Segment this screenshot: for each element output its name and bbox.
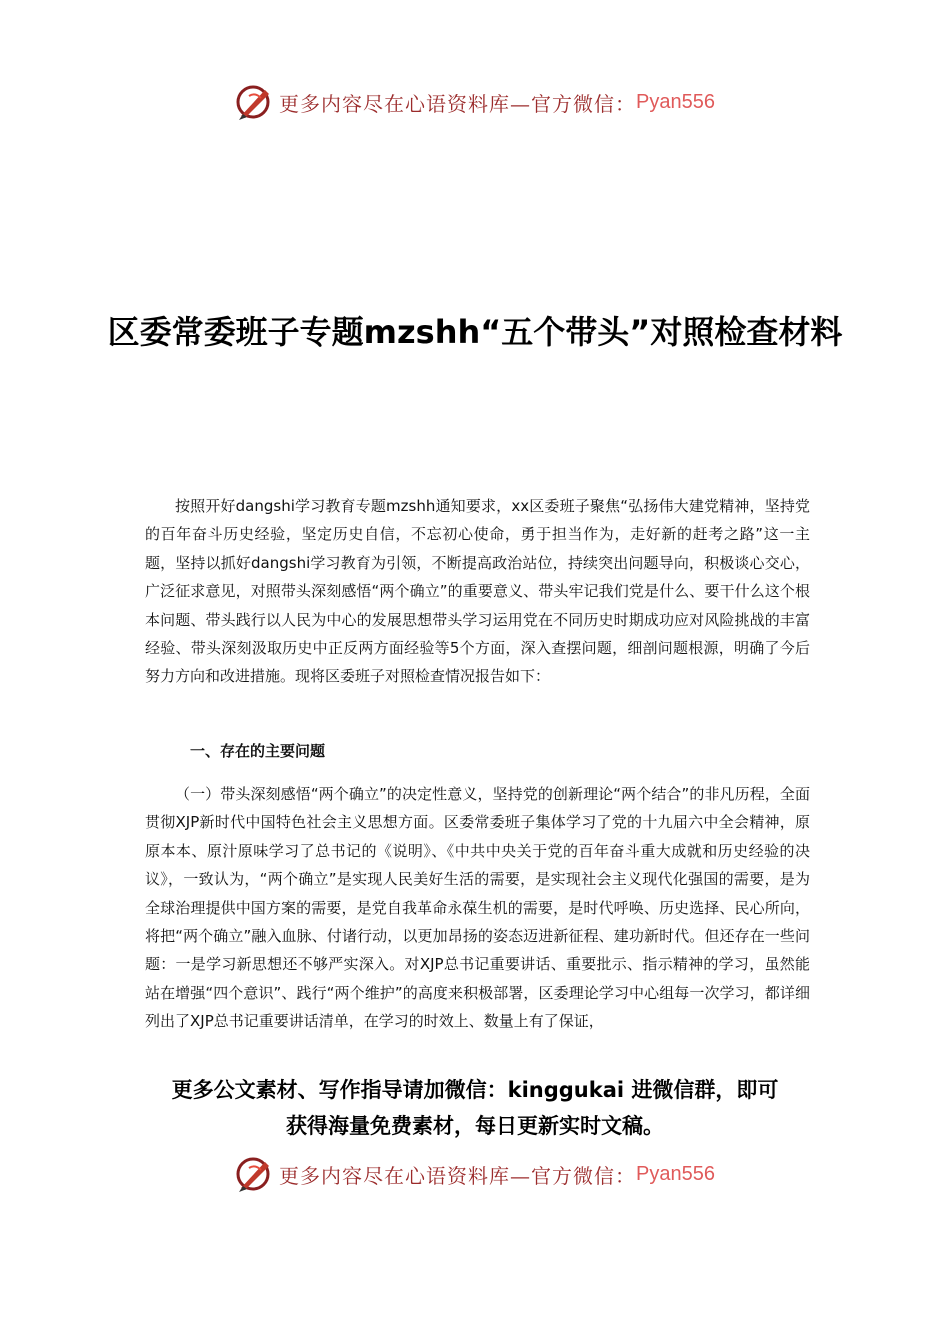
banner-text: 更多内容尽在心语资料库—官方微信： <box>279 1163 637 1188</box>
pen-logo-icon <box>235 1154 275 1194</box>
footer-banner <box>0 1152 950 1196</box>
intro-paragraph: 按照开好dangshi学习教育专题mzshh通知要求，xx区委班子聚焦“弘扬伟大建党精神，坚持党的百年奋斗历史经验，坚定历史自信，不忘初心使命，勇于担当作为，走好新的赶考之路”这一主题，坚持以抓好dangshi学习教育为引领，不断提高政治站位，持续突出问题导向，积极谈心交心，广泛征求意见，对照带头深刻感悟“两个确立”的重要意义、带头牢记我们党是什么、要干什么这个根本问题、带头践行以人民为中心的发展思想带头学习运用党在不同历史时期成功应对风险挑战的丰富经验、带头深刻汲取历史中正反两方面经验等5个方面，深入查摆问题，细剖问题根源，明确了今后努力方向和改进措施。现将区委班子对照检查情况报告如下： <box>145 497 810 686</box>
pen-logo-icon <box>235 82 275 122</box>
banner-wechat-id: Pyan556 <box>636 1162 715 1185</box>
promo-line-1: 更多公文素材、写作指导请加微信：kinggukai 进微信群，即可 <box>171 1078 779 1102</box>
section-paragraph: （一）带头深刻感悟“两个确立”的决定性意义，坚持党的创新理论“两个结合”的非凡历程，全面贯彻XJP新时代中国特色社会主义思想方面。区委常委班子集体学习了党的十九届六中全会精神，原原本本、原汁原味学习了总书记的《说明》、《中共中央关于党的百年奋斗重大成就和历史经验的决议》，一致认为，“两个确立”是实现人民美好生活的需要，是实现社会主义现代化强国的需要，是为全球治理提供中国方案的需要，是党自我革命永葆生机的需要，是时代呼唤、历史选择、民心所向，将把“两个确立”融入血脉、付诸行动，以更加昂扬的姿态迈进新征程、建功新时代。但还存在一些问题：一是学习新思想还不够严实深入。对XJP总书记重要讲话、重要批示、指示精神的学习，虽然能站在增强“四个意识”、践行“两个维护”的高度来积极部署，区委理论学习中心组每一次学习，都详细列出了XJP总书记重要讲话清单，在学习的时效上、数量上有了保证， <box>145 785 810 1031</box>
document-title: 区委常委班子专题mzshh“五个带头”对照检查材料 <box>107 313 843 351</box>
section-heading: 一、存在的主要问题 <box>190 742 326 760</box>
header-banner <box>0 80 950 124</box>
promo-line-2: 获得海量免费素材，每日更新实时文稿。 <box>286 1114 664 1138</box>
banner-text: 更多内容尽在心语资料库—官方微信： <box>279 91 637 116</box>
banner-wechat-id: Pyan556 <box>636 90 715 113</box>
promo-notice <box>100 1072 850 1144</box>
